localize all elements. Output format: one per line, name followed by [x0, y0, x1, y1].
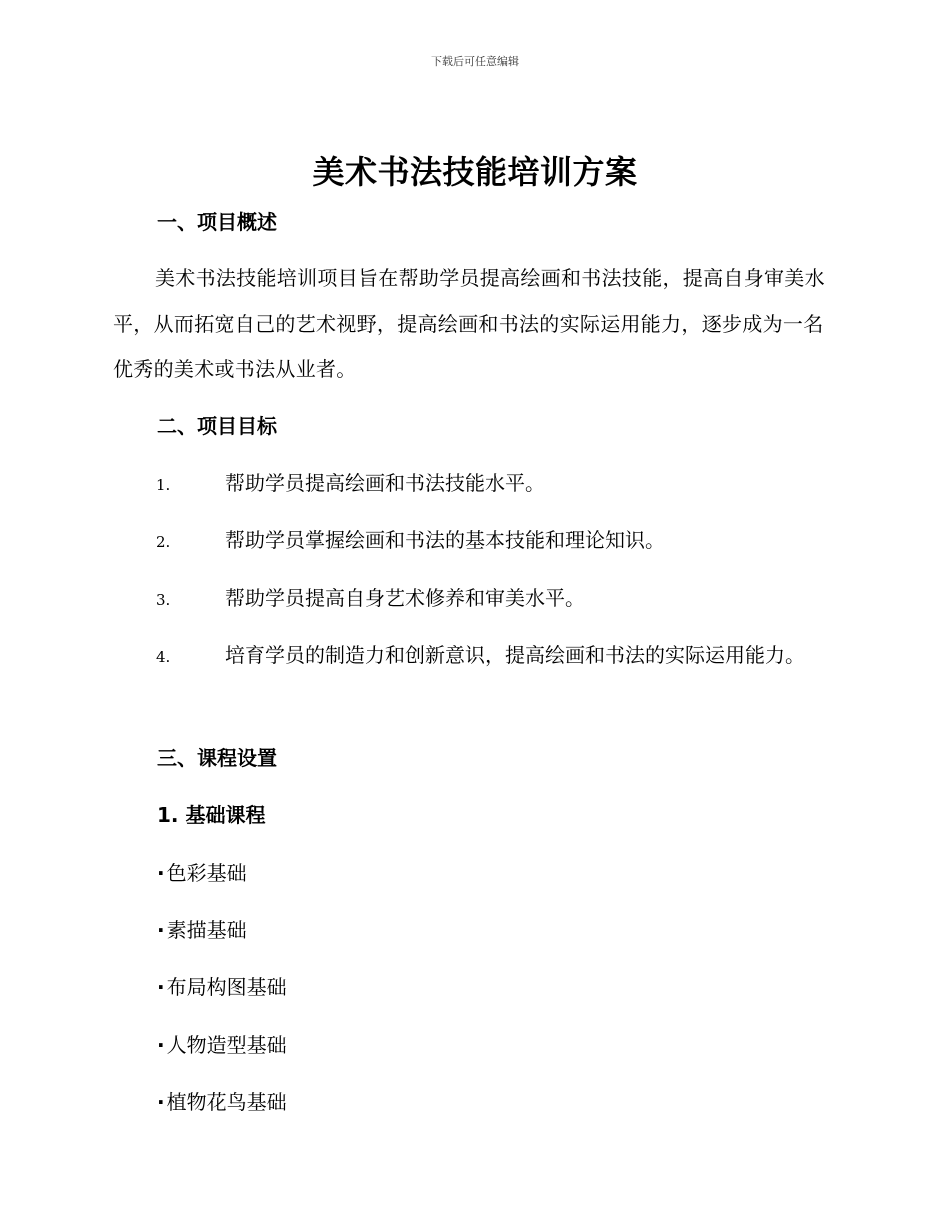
document-title: 美术书法技能培训方案: [312, 153, 638, 191]
course-name: 人物造型基础: [166, 1033, 287, 1057]
course-list-item: [157, 858, 247, 888]
bullet-icon: ·: [157, 975, 165, 999]
goal-item: [113, 518, 843, 566]
subheading-basic-courses: 1. 基础课程: [157, 803, 266, 827]
goal-text: 帮助学员提高自身艺术修养和审美水平。: [225, 586, 585, 610]
course-list-item: [157, 972, 287, 1002]
goal-number: 3.: [156, 591, 171, 609]
course-name: 色彩基础: [166, 861, 247, 885]
goal-item: [113, 576, 843, 624]
bullet-icon: ·: [157, 918, 165, 942]
goal-text: 帮助学员提高绘画和书法技能水平。: [225, 471, 545, 495]
goal-number: 1.: [156, 476, 171, 494]
course-list-item: [157, 915, 247, 945]
section-heading-courses: 三、课程设置: [157, 746, 277, 770]
course-name: 素描基础: [166, 918, 247, 942]
goal-number: 2.: [156, 533, 171, 551]
bullet-icon: ·: [157, 1090, 165, 1114]
goal-item: [113, 461, 843, 509]
goal-text: 帮助学员掌握绘画和书法的基本技能和理论知识。: [225, 528, 665, 552]
course-name: 植物花鸟基础: [166, 1090, 287, 1114]
page-header-note: 下载后可任意编辑: [431, 55, 519, 68]
section-heading-goals: 二、项目目标: [157, 414, 277, 438]
course-list-item: [157, 1030, 287, 1060]
course-name: 布局构图基础: [166, 975, 287, 999]
goal-item: [113, 633, 843, 681]
bullet-icon: ·: [157, 1033, 165, 1057]
goal-text: 培育学员的制造力和创新意识，提高绘画和书法的实际运用能力。: [225, 643, 805, 667]
section-heading-overview: 一、项目概述: [157, 210, 277, 234]
goal-number: 4.: [156, 648, 171, 666]
overview-paragraph: 美术书法技能培训项目旨在帮助学员提高绘画和书法技能，提高自身审美水平，从而拓宽自己的艺术视野，提高绘画和书法的实际运用能力，逐步成为一名优秀的美术或书法从业者。: [113, 266, 825, 381]
course-list-item: [157, 1087, 287, 1117]
bullet-icon: ·: [157, 861, 165, 885]
